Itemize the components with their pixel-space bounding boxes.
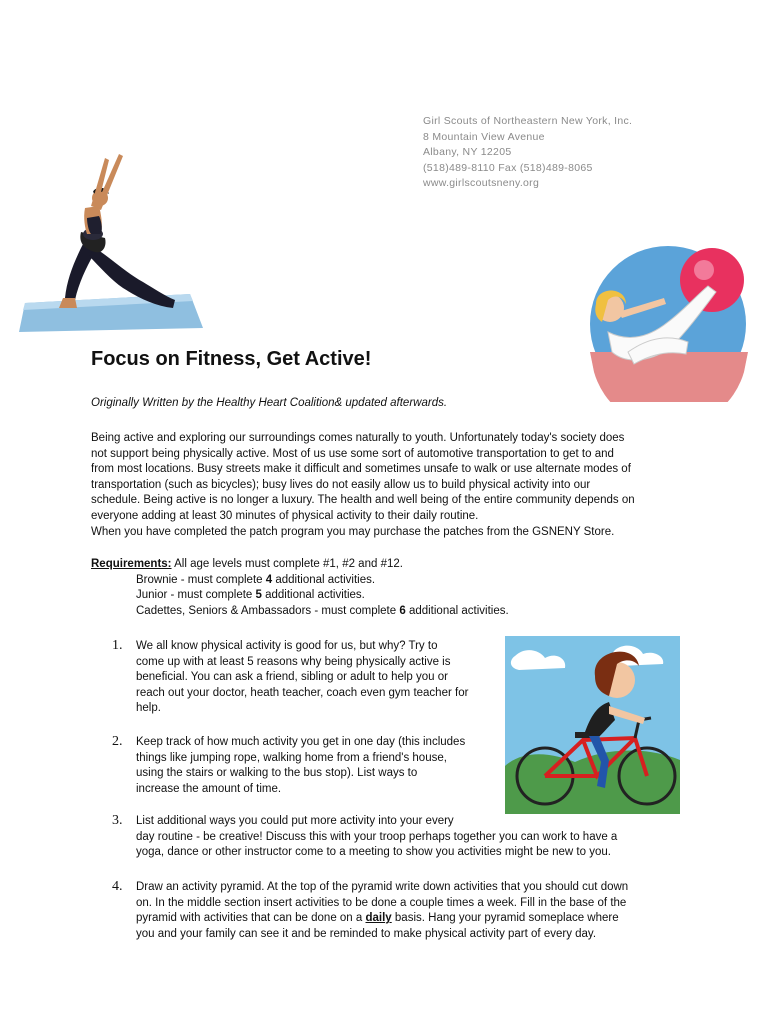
item-line: Draw an activity pyramid. At the top of the pyramid write down activities that you should cut down bbox=[136, 881, 629, 893]
item-line: We all know physical activity is good for us, but why? Try to bbox=[136, 640, 438, 652]
requirements-text: All age levels must complete #1, #2 and #12. bbox=[171, 558, 403, 570]
requirement-junior: Junior - must complete 5 additional activities. bbox=[136, 589, 365, 602]
activity-item-3 bbox=[112, 813, 696, 861]
activity-item-4 bbox=[112, 879, 696, 942]
item-line: on. In the middle section insert activities to be done a couple times a week. Fill in the base of the bbox=[136, 896, 627, 909]
intro-line: everyone adding at least 30 minutes of physical activity to their daily routine. bbox=[91, 509, 479, 522]
item-line: you and your family can see it and be reminded to make physical activity part of every day. bbox=[136, 927, 597, 940]
item-line: using the stairs or walking to the bus stop). List ways to bbox=[136, 767, 418, 780]
activity-item-1 bbox=[112, 638, 496, 717]
item-line: come up with at least 5 reasons why being physically active is bbox=[136, 655, 451, 668]
item-number: 3. bbox=[112, 813, 123, 828]
org-name: Girl Scouts of Northeastern New York, Inc. bbox=[423, 115, 633, 127]
activity-item-2 bbox=[112, 734, 496, 797]
item-number: 1. bbox=[112, 638, 123, 653]
item-line: List additional ways you could put more activity into your every bbox=[136, 815, 454, 827]
item-line: Keep track of how much activity you get in one day (this includes bbox=[136, 736, 466, 748]
intro-line: from most locations. Busy streets make it difficult and sometimes unsafe to walk or use alternate modes of bbox=[91, 463, 631, 476]
item-number: 4. bbox=[112, 879, 123, 894]
item-line: yoga, dance or other instructor come to a meeting to show you activities might be new to you. bbox=[136, 846, 611, 859]
intro-paragraph bbox=[91, 431, 681, 540]
requirement-brownie: Brownie - must complete 4 additional activities. bbox=[136, 573, 376, 586]
requirements-label: Requirements: bbox=[91, 558, 172, 570]
pilates-ball-illustration bbox=[568, 242, 758, 402]
requirements-section bbox=[91, 557, 691, 619]
item-number: 2. bbox=[112, 734, 123, 749]
item-line: increase the amount of time. bbox=[136, 782, 282, 795]
website: www.girlscoutsneny.org bbox=[423, 177, 540, 189]
item-line: pyramid with activities that can be done on a daily basis. Hang your pyramid someplace where bbox=[136, 912, 619, 925]
intro-line: Being active and exploring our surroundings comes naturally to youth. Unfortunately today's society does bbox=[91, 432, 625, 444]
intro-line: schedule. Being active is no longer a luxury. The health and well being of the entire community depends on bbox=[91, 494, 635, 507]
subtitle: Originally Written by the Healthy Heart Coalition& updated afterwards. bbox=[91, 397, 448, 409]
street-address: 8 Mountain View Avenue bbox=[423, 130, 545, 143]
requirement-cadettes: Cadettes, Seniors & Ambassadors - must complete 6 additional activities. bbox=[136, 604, 509, 617]
item-line: beneficial. You can ask a friend, sibling or adult to help you or bbox=[136, 671, 448, 684]
phone-fax: (518)489-8110 Fax (518)489-8065 bbox=[423, 161, 593, 174]
bicycle-girl-illustration bbox=[505, 636, 680, 814]
daily-emphasis: daily bbox=[365, 912, 392, 925]
item-line: day routine - be creative! Discuss this with your troop perhaps together you can work to have a bbox=[136, 830, 618, 843]
intro-line: When you have completed the patch program you may purchase the patches from the GSNENY Store. bbox=[91, 525, 615, 538]
item-line: things like jumping rope, walking home from a friend's house, bbox=[136, 751, 447, 764]
intro-line: transportation (such as bicycles); busy lives do not easily allow us to build physical activity into our bbox=[91, 478, 591, 491]
city-state-zip: Albany, NY 12205 bbox=[423, 146, 512, 158]
page-title: Focus on Fitness, Get Active! bbox=[91, 348, 372, 370]
item-line: help. bbox=[136, 702, 161, 715]
item-line: reach out your doctor, heath teacher, coach even gym teacher for bbox=[136, 686, 469, 699]
address-block bbox=[423, 114, 632, 192]
intro-line: not support being physically active. Most of us use some sort of automotive transportation to get to and bbox=[91, 447, 614, 460]
yoga-woman-illustration bbox=[15, 148, 205, 338]
